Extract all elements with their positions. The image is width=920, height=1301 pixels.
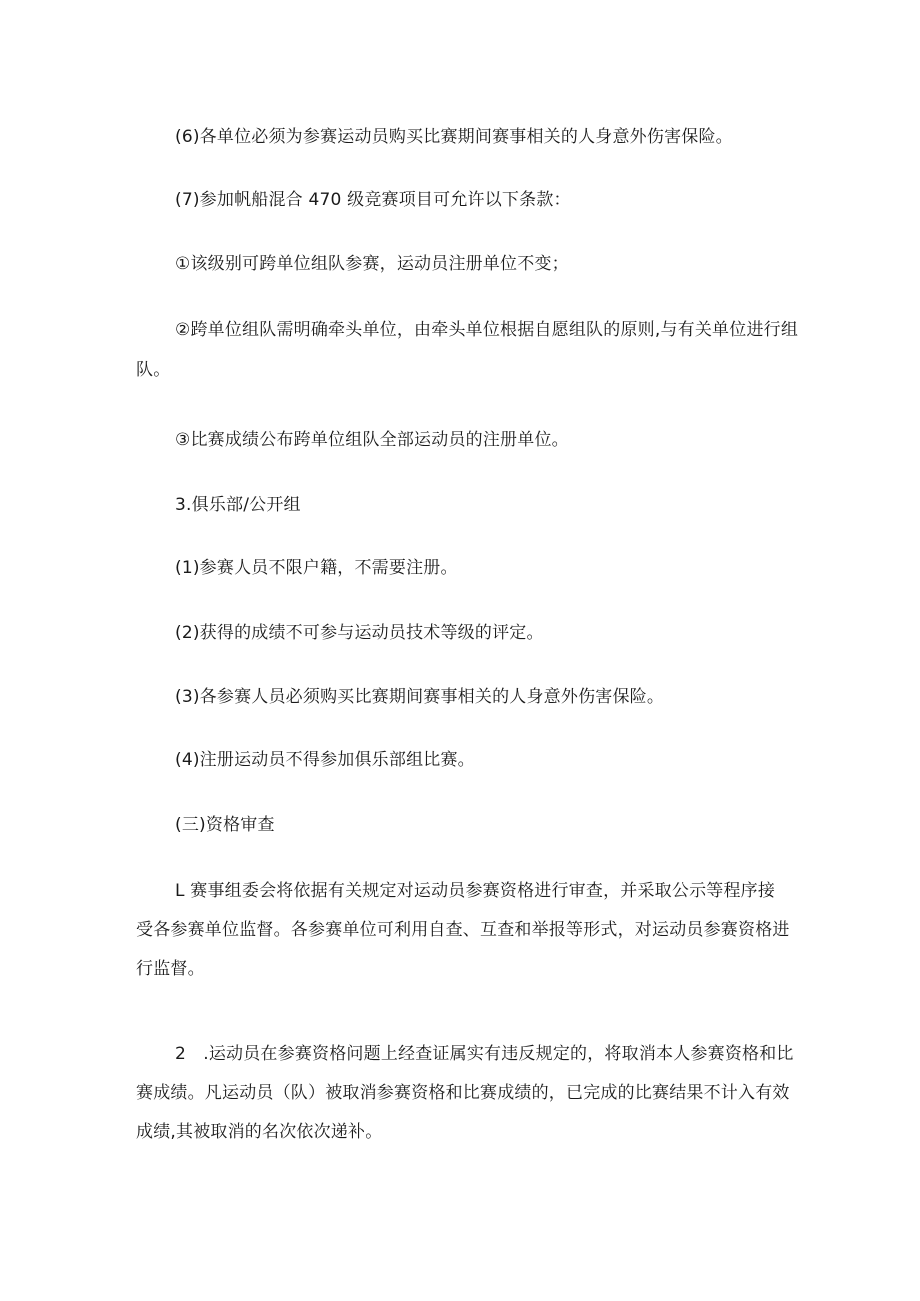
paragraph-line: L 赛事组委会将依据有关规定对运动员参赛资格进行审查，并采取公示等程序接 xyxy=(175,881,776,901)
paragraph-470-class-terms xyxy=(136,183,786,217)
paragraph-line: ③比赛成绩公布跨单位组队全部运动员的注册单位。 xyxy=(175,430,569,450)
section-heading-club-open xyxy=(136,488,786,522)
paragraph-line: (三)资格审查 xyxy=(175,815,275,835)
paragraph-line: 成绩,其被取消的名次依次递补。 xyxy=(136,1122,383,1142)
paragraph-line: 2 .运动员在参赛资格问题上经查证属实有违反规定的，将取消本人参赛资格和比 xyxy=(175,1044,794,1064)
paragraph-line: 行监督。 xyxy=(136,959,205,979)
paragraph-lead-unit xyxy=(136,313,799,387)
paragraph-no-grading xyxy=(136,616,786,650)
paragraph-line: 赛成绩。凡运动员（队）被取消参赛资格和比赛成绩的，已完成的比赛结果不计入有效 xyxy=(136,1083,790,1103)
paragraph-violation-penalty xyxy=(136,1037,794,1149)
paragraph-line: 3.俱乐部/公开组 xyxy=(175,495,301,515)
paragraph-line: ②跨单位组队需明确牵头单位，由牵头单位根据自愿组队的原则,与有关单位进行组 xyxy=(175,320,799,340)
paragraph-line: (1)参赛人员不限户籍，不需要注册。 xyxy=(175,558,458,578)
paragraph-registered-athletes xyxy=(136,743,786,777)
paragraph-line: ①该级别可跨单位组队参赛，运动员注册单位不变； xyxy=(175,254,569,274)
paragraph-line: (3)各参赛人员必须购买比赛期间赛事相关的人身意外伤害保险。 xyxy=(175,687,665,707)
paragraph-review-process xyxy=(136,874,790,986)
paragraph-cross-unit-team xyxy=(136,247,786,281)
paragraph-line: (7)参加帆船混合 470 级竞赛项目可允许以下条款： xyxy=(175,190,571,210)
paragraph-line: (6)各单位必须为参赛运动员购买比赛期间赛事相关的人身意外伤害保险。 xyxy=(175,127,733,147)
paragraph-results-publish xyxy=(136,423,786,457)
paragraph-line: (4)注册运动员不得参加俱乐部组比赛。 xyxy=(175,750,475,770)
paragraph-participant-insurance xyxy=(136,680,786,714)
paragraph-line: 队。 xyxy=(136,360,171,380)
paragraph-insurance-units xyxy=(136,120,786,154)
section-heading-qualification-review xyxy=(136,808,786,842)
paragraph-line: 受各参赛单位监督。各参赛单位可利用自查、互查和举报等形式，对运动员参赛资格进 xyxy=(136,920,790,940)
paragraph-no-registration xyxy=(136,551,786,585)
paragraph-line: (2)获得的成绩不可参与运动员技术等级的评定。 xyxy=(175,623,544,643)
